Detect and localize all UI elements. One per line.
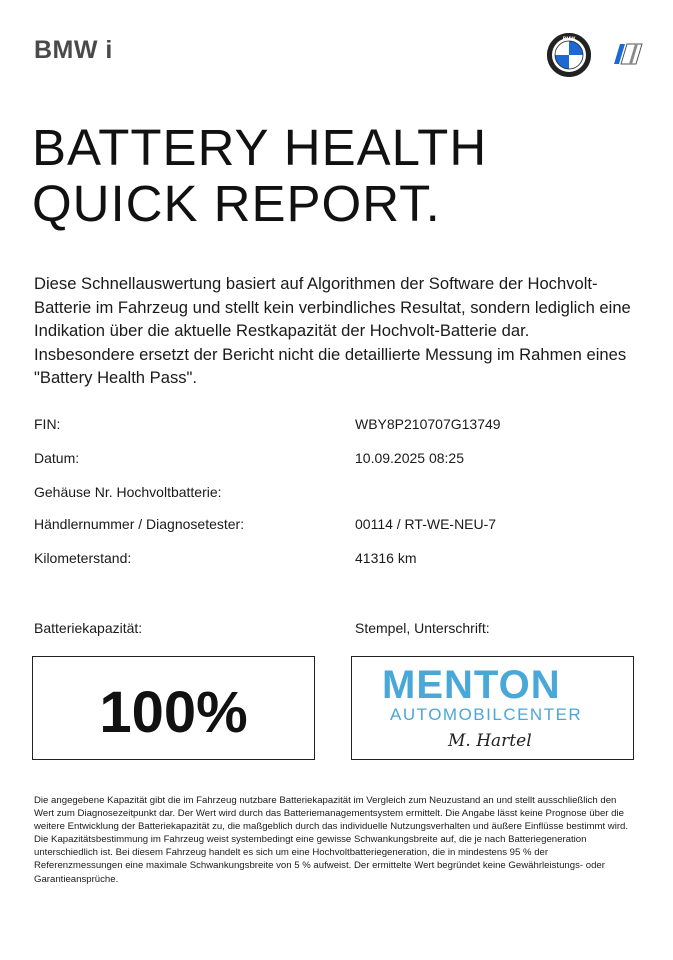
housing-number-label: Gehäuse Nr. Hochvoltbatterie: — [34, 484, 222, 500]
field-row-fin — [34, 416, 634, 436]
stamp-label: Stempel, Unterschrift: — [355, 620, 490, 636]
date-value: 10.09.2025 08:25 — [355, 450, 464, 466]
page-title — [32, 120, 652, 232]
field-row-dealer — [34, 516, 634, 536]
fin-label: FIN: — [34, 416, 61, 432]
stamp-company-name: MENTON — [382, 663, 561, 707]
dealer-label: Händlernummer / Diagnosetester: — [34, 516, 245, 532]
field-row-housing-number — [34, 484, 634, 504]
disclaimer-text: Die angegebene Kapazität gibt die im Fahrzeug nutzbare Batteriekapazität im Vergleich zum Neuzustand an und stellt ausschließlich den Wert zum Diagnosezeitpunkt dar. Der Wert wird durch das Batteriemanagementsystem ermittelt. Die Angabe lässt keine Prognose über die weitere Entwicklung der Batteriekapazität zu, die maßgeblich durch das individuelle Nutzungsverhalten und äußere Einflüsse bestimmt wird. Die Kapazitätsbestimmung im Fahrzeug weist systembedingt eine gewisse Schwankungsbreite auf, die je nach Batteriegeneration unterschiedlich ist. Bei diesem Fahrzeug handelt es sich um eine Hochvoltbatteriegeneration, die in mindestens 95 % der Referenzmessungen eine maximale Schwankungsbreite von 5 % aufweist. Der ermittelte Wert begründet keine Gewährleistungs- oder Garantieansprüche. — [34, 795, 629, 885]
field-row-date — [34, 450, 634, 470]
dealer-stamp-box — [351, 656, 634, 760]
brand-wordmark: BMW i — [34, 36, 113, 64]
capacity-value: 100% — [99, 680, 248, 745]
mileage-label: Kilometerstand: — [34, 550, 132, 566]
fin-value: WBY8P210707G13749 — [355, 416, 501, 432]
date-label: Datum: — [34, 450, 80, 466]
dealer-value: 00114 / RT-WE-NEU-7 — [355, 516, 497, 532]
roundel-lettering: BMW — [562, 36, 576, 43]
bmw-i-logo-icon — [608, 42, 644, 66]
capacity-label: Batteriekapazität: — [34, 620, 143, 636]
title-line-2: QUICK REPORT. — [32, 175, 441, 232]
bmw-roundel-icon — [546, 32, 592, 78]
title-line-1: BATTERY HEALTH — [32, 119, 488, 176]
capacity-box — [32, 656, 315, 760]
stamp-company-subtitle: AUTOMOBILCENTER — [390, 705, 583, 724]
intro-paragraph: Diese Schnellauswertung basiert auf Algorithmen der Software der Hochvolt-Batterie im Fahrzeug und stellt kein verbindliches Resultat, sondern lediglich eine Indikation über die aktuelle Restkapazität der Hochvolt-Batterie dar. Insbesondere ersetzt der Bericht nicht die detaillierte Messung im Rahmen eines "Battery Health Pass". — [34, 274, 631, 387]
mileage-value: 41316 km — [355, 550, 417, 566]
signature: M. Hartel — [448, 731, 532, 751]
field-row-mileage — [34, 550, 634, 570]
